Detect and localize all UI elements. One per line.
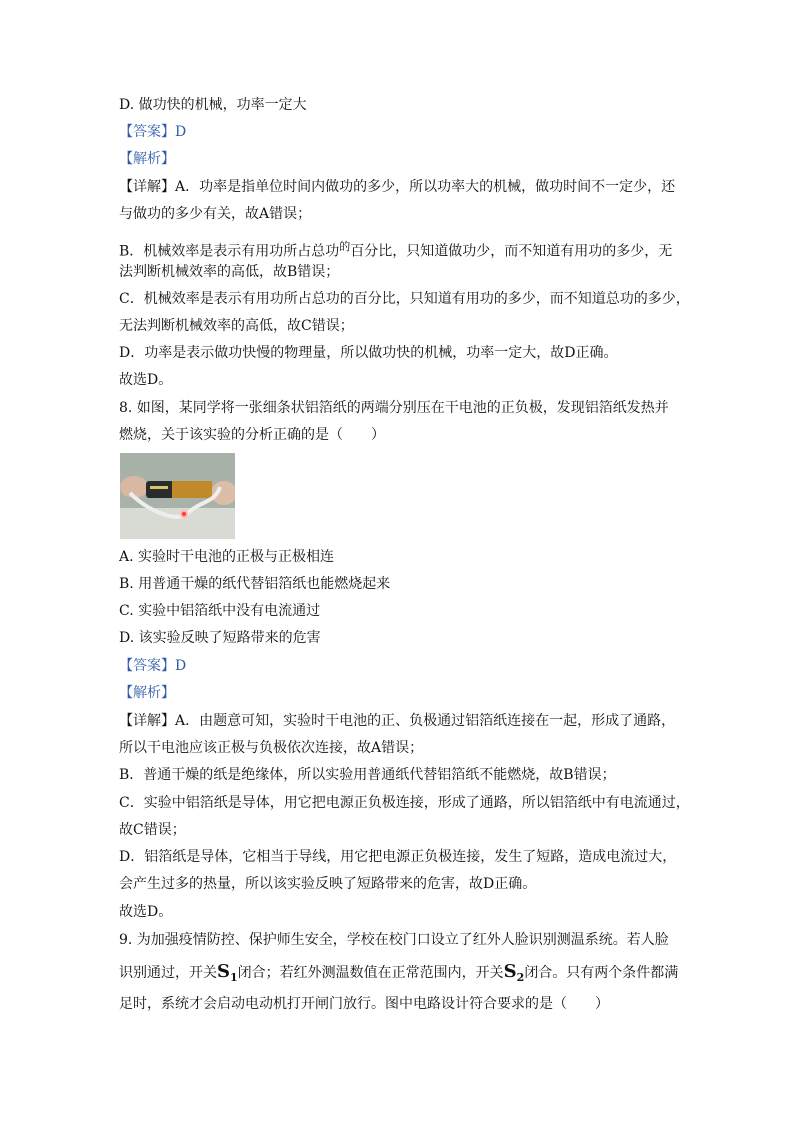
detail-c-line1: C．机械效率是表示有用功所占总功的百分比，只知道有用功的多少，而不知道总功的多少， <box>119 291 690 307</box>
option-b-q8: B. 用普通干燥的纸代替铝箔纸也能燃烧起来 <box>119 576 391 592</box>
switch-s2-symbol: S <box>503 961 517 982</box>
detail-b-text-part2: 百分比，只知道做功少，而不知道有用功的多少，无 <box>350 243 673 260</box>
question-9-line1: 9. 为加强疫情防控、保护师生安全，学校在校门口设立了红外人脸识别测温系统。若人脸 <box>119 932 669 948</box>
detail-q8-a-line2: 所以干电池应该正极与负极依次连接，故A错误； <box>119 740 424 756</box>
detail-q8-d-line1: D．铝箔纸是导体，它相当于导线，用它把电源正负极连接，发生了短路，造成电流过大， <box>119 849 677 865</box>
analysis-label-q7: 【解析】 <box>119 151 175 167</box>
detail-q8-a-line1: 【详解】A．由题意可知，实验时干电池的正、负极通过铝箔纸连接在一起，形成了通路， <box>119 713 676 729</box>
option-c-q8: C. 实验中铝箔纸中没有电流通过 <box>119 603 321 619</box>
switch-s2-subscript: 2 <box>516 970 525 984</box>
q9-text-part1: 识别通过，开关 <box>119 965 217 981</box>
conclusion-q8: 故选D。 <box>119 904 173 920</box>
detail-q8-b: B．普通干燥的纸是绝缘体，所以实验用普通纸代替铝箔纸不能燃烧，故B错误； <box>119 767 616 783</box>
detail-b-text-part1: B．机械效率是表示有用功所占总功 <box>119 243 340 260</box>
detail-a-line1: 【详解】A．功率是指单位时间内做功的多少，所以功率大的机械，做功时间不一定少，还 <box>119 179 676 195</box>
detail-q8-d-line2: 会产生过多的热量，所以该实验反映了短路带来的危害，故D正确。 <box>119 876 537 892</box>
detail-b-line1 <box>119 237 672 262</box>
detail-q8-c-line2: 故C错误； <box>119 822 186 838</box>
detail-q8-c-line1: C．实验中铝箔纸是导体，用它把电源正负极连接，形成了通路，所以铝箔纸中有电流通过， <box>119 795 690 811</box>
answer-label-q7: 【答案】D <box>119 124 187 140</box>
detail-b-line2: 法判断机械效率的高低，故B错误； <box>119 264 340 280</box>
detail-d: D．功率是表示做功快慢的物理量，所以做功快的机械，功率一定大，故D正确。 <box>119 345 618 361</box>
switch-s1-symbol: S <box>217 961 230 982</box>
detail-b-superscript: 的 <box>339 240 351 253</box>
option-d-q7: D. 做功快的机械，功率一定大 <box>119 97 307 113</box>
experiment-photo <box>120 453 235 539</box>
answer-label-q8: 【答案】D <box>119 658 187 674</box>
question-9-line3: 足时，系统才会启动电动机打开闸门放行。图中电路设计符合要求的是（ ） <box>119 996 609 1012</box>
detail-a-line2: 与做功的多少有关，故A错误； <box>119 206 312 222</box>
question-8-line1: 8. 如图，某同学将一张细条状铝箔纸的两端分别压在干电池的正负极，发现铝箔纸发热并 <box>119 400 669 416</box>
question-8-line2: 燃烧，关于该实验的分析正确的是（ ） <box>119 427 385 443</box>
conclusion-q7: 故选D。 <box>119 372 173 388</box>
option-d-q8: D. 该实验反映了短路带来的危害 <box>119 630 321 646</box>
question-9-line2 <box>119 962 678 988</box>
battery-foil-photo-illustration <box>120 453 235 539</box>
switch-s1-subscript: 1 <box>230 970 238 984</box>
option-a-q8: A. 实验时干电池的正极与正极相连 <box>119 549 335 565</box>
q9-text-part2: 闭合；若红外测温数值在正常范围内，开关 <box>237 965 504 981</box>
analysis-label-q8: 【解析】 <box>119 685 175 701</box>
q9-text-part3: 闭合。只有两个条件都满 <box>524 965 679 981</box>
detail-c-line2: 无法判断机械效率的高低，故C错误； <box>119 318 354 334</box>
